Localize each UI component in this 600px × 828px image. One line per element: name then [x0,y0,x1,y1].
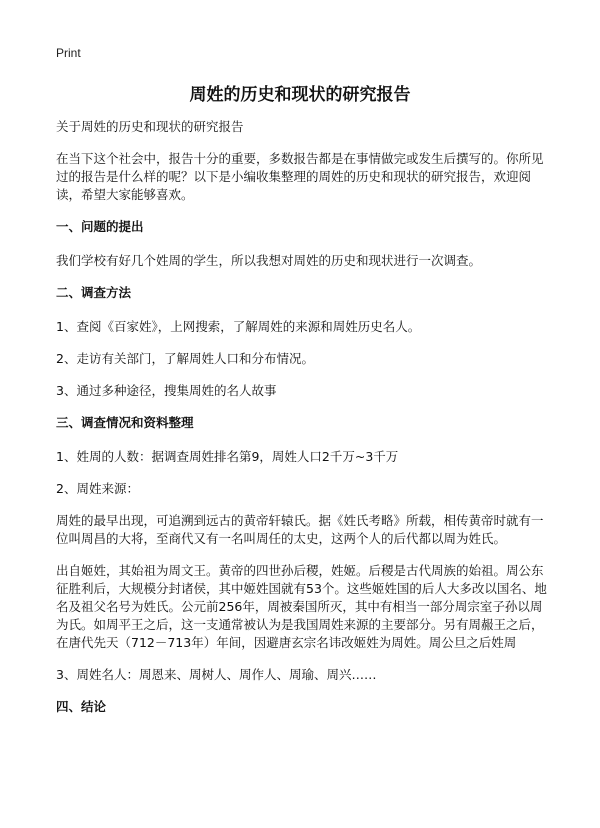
origin-paragraph-2: 出自姬姓，其始祖为周文王。黄帝的四世孙后稷，姓姬。后稷是古代周族的始祖。周公东征胜利后，大规模分封诸侯，其中姬姓国就有53个。这些姬姓国的后人大多改以国名、地名及祖父名号为姓氏。公元前256年，周被秦国所灭，其中有相当一部分周宗室子孙以周为氏。如周平王之后，这一支通常被认为是我国周姓来源的主要部分。另有周赧王之后，在唐代先天（712－713年）年间，因避唐玄宗名讳改姬姓为周姓。周公旦之后姓周 [56,563,547,650]
method-item-3: 3、通过多种途径，搜集周姓的名人故事 [56,383,277,398]
method-item-2: 2、走访有关部门，了解周姓人口和分布情况。 [56,351,314,366]
section-problem-body: 我们学校有好几个姓周的学生，所以我想对周姓的历史和现状进行一次调查。 [56,253,482,268]
page-title: 周姓的历史和现状的研究报告 [189,85,411,105]
section-heading-conclusion: 四、结论 [56,699,107,714]
findings-item-2: 2、周姓来源： [56,481,139,496]
section-heading-method: 二、调查方法 [56,285,132,300]
print-link[interactable]: Print [56,46,81,60]
method-item-1: 1、查阅《百家姓》，上网搜索，了解周姓的来源和周姓历史名人。 [56,319,421,334]
document-body [56,118,550,732]
findings-item-1: 1、姓周的人数：据调查周姓排名第9，周姓人口2千万~3千万 [56,449,399,464]
origin-paragraph-1: 周姓的最早出现，可追溯到远古的黄帝轩辕氏。据《姓氏考略》所载，相传黄帝时就有一位叫周昌的大将，至商代又有一名叫周任的太史，这两个人的后代都以周为姓氏。 [56,513,544,546]
subtitle: 关于周姓的历史和现状的研究报告 [56,119,244,134]
section-heading-problem: 一、问题的提出 [56,219,144,234]
findings-item-3: 3、周姓名人：周恩来、周树人、周作人、周瑜、周兴…… [56,667,377,682]
intro-paragraph: 在当下这个社会中，报告十分的重要，多数报告都是在事情做完或发生后撰写的。你所见过的报告是什么样的呢？以下是小编收集整理的周姓的历史和现状的研究报告，欢迎阅读，希望大家能够喜欢。 [56,151,544,202]
section-heading-findings: 三、调查情况和资料整理 [56,415,194,430]
